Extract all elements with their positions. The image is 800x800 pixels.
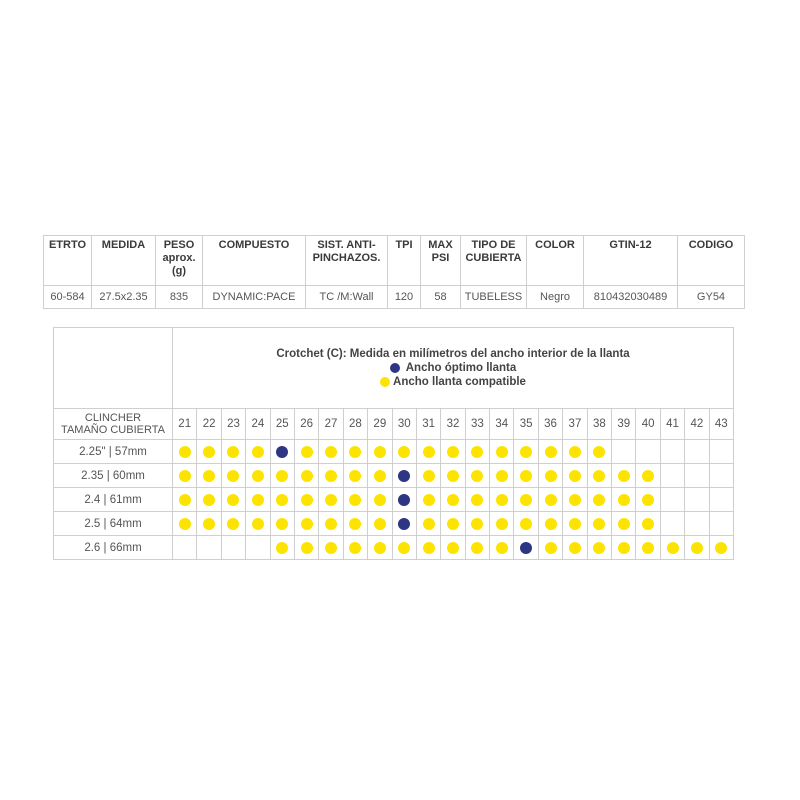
mark-cell <box>294 488 318 512</box>
mark-cell <box>197 536 221 560</box>
mark-cell <box>587 488 611 512</box>
compatible-dot-icon <box>374 470 386 482</box>
mark-cell <box>538 464 562 488</box>
mark-cell <box>197 464 221 488</box>
compatible-dot-icon <box>496 542 508 554</box>
mark-cell <box>563 440 587 464</box>
width-header-row <box>54 409 734 440</box>
mark-cell <box>514 488 538 512</box>
compatible-dot-icon <box>545 494 557 506</box>
spec-value-1: 27.5x2.35 <box>92 286 156 309</box>
compatible-dot-icon <box>325 446 337 458</box>
compatible-dot-icon <box>276 542 288 554</box>
compatible-dot-icon <box>496 518 508 530</box>
legend-optimal <box>173 361 733 375</box>
compatible-dot-icon <box>569 446 581 458</box>
compatible-dot-icon <box>520 470 532 482</box>
compatible-dot-icon <box>642 542 654 554</box>
mark-cell <box>343 464 367 488</box>
mark-cell <box>343 440 367 464</box>
mark-cell <box>441 464 465 488</box>
tire-size-row <box>54 512 734 536</box>
mark-cell <box>392 440 416 464</box>
compatible-dot-icon <box>179 470 191 482</box>
width-label-27: 27 <box>319 409 343 440</box>
spec-value-5: 120 <box>388 286 421 309</box>
row-header-line1: CLINCHER <box>84 412 142 424</box>
compatible-dot-icon <box>593 542 605 554</box>
width-label-28: 28 <box>343 409 367 440</box>
mark-cell <box>660 536 684 560</box>
mark-cell <box>270 512 294 536</box>
mark-cell <box>319 488 343 512</box>
compatible-dot-icon <box>252 470 264 482</box>
spec-value-4: TC /M:Wall <box>306 286 388 309</box>
mark-cell <box>490 512 514 536</box>
compatible-dot-icon <box>593 446 605 458</box>
compatible-dot-icon <box>593 470 605 482</box>
mark-cell <box>246 464 270 488</box>
legend-compatible-label: Ancho llanta compatible <box>393 376 526 388</box>
width-label-22: 22 <box>197 409 221 440</box>
spec-header-10: CODIGO <box>678 236 745 286</box>
mark-cell <box>416 440 440 464</box>
mark-cell <box>709 488 733 512</box>
mark-cell <box>416 512 440 536</box>
mark-cell <box>270 536 294 560</box>
width-label-32: 32 <box>441 409 465 440</box>
width-label-36: 36 <box>538 409 562 440</box>
width-label-23: 23 <box>221 409 245 440</box>
mark-cell <box>441 488 465 512</box>
compatible-dot-icon <box>325 470 337 482</box>
compatible-dot-icon <box>447 470 459 482</box>
mark-cell <box>392 464 416 488</box>
mark-cell <box>709 512 733 536</box>
mark-cell <box>319 536 343 560</box>
compatible-dot-icon <box>618 542 630 554</box>
mark-cell <box>514 464 538 488</box>
compatible-dot-icon <box>471 518 483 530</box>
compatible-dot-icon <box>325 542 337 554</box>
width-label-40: 40 <box>636 409 660 440</box>
mark-cell <box>465 488 489 512</box>
compatible-dot-icon <box>691 542 703 554</box>
mark-cell <box>270 464 294 488</box>
mark-cell <box>465 440 489 464</box>
mark-cell <box>294 536 318 560</box>
mark-cell <box>197 440 221 464</box>
mark-cell <box>246 536 270 560</box>
optimal-dot-icon <box>398 518 410 530</box>
spec-header-6: MAX PSI <box>421 236 461 286</box>
mark-cell <box>221 488 245 512</box>
compatible-dot-icon <box>325 518 337 530</box>
tire-size-row <box>54 464 734 488</box>
width-label-33: 33 <box>465 409 489 440</box>
mark-cell <box>563 464 587 488</box>
tire-size-label: 2.35 | 60mm <box>54 464 173 488</box>
spec-value-8: Negro <box>527 286 584 309</box>
optimal-dot-icon <box>276 446 288 458</box>
compatible-dot-icon <box>349 542 361 554</box>
compatible-dot-icon <box>545 470 557 482</box>
compatible-dot-icon <box>179 446 191 458</box>
tire-size-label: 2.25" | 57mm <box>54 440 173 464</box>
mark-cell <box>660 464 684 488</box>
compatible-dot-icon <box>618 494 630 506</box>
compatible-dot-icon <box>398 446 410 458</box>
compatible-dot-icon <box>301 446 313 458</box>
mark-cell <box>490 488 514 512</box>
mark-cell <box>270 488 294 512</box>
compatible-dot-icon <box>374 446 386 458</box>
tire-size-label: 2.4 | 61mm <box>54 488 173 512</box>
width-label-43: 43 <box>709 409 733 440</box>
compatible-dot-icon <box>471 494 483 506</box>
tire-size-label: 2.6 | 66mm <box>54 536 173 560</box>
width-label-37: 37 <box>563 409 587 440</box>
spec-header-0: ETRTO <box>44 236 92 286</box>
compatible-dot-icon <box>471 470 483 482</box>
compatible-dot-icon <box>325 494 337 506</box>
mark-cell <box>538 440 562 464</box>
mark-cell <box>685 512 709 536</box>
mark-cell <box>221 440 245 464</box>
mark-cell <box>514 512 538 536</box>
compatible-dot-icon <box>496 470 508 482</box>
mark-cell <box>685 488 709 512</box>
mark-cell <box>319 440 343 464</box>
compatible-dot-icon <box>227 446 239 458</box>
width-label-31: 31 <box>416 409 440 440</box>
mark-cell <box>368 536 392 560</box>
tire-size-label: 2.5 | 64mm <box>54 512 173 536</box>
compatible-dot-icon <box>471 542 483 554</box>
mark-cell <box>490 440 514 464</box>
compatible-dot-icon <box>349 446 361 458</box>
compatible-dot-icon <box>447 542 459 554</box>
mark-cell <box>392 512 416 536</box>
mark-cell <box>465 464 489 488</box>
spec-header-8: COLOR <box>527 236 584 286</box>
mark-cell <box>343 512 367 536</box>
mark-cell <box>246 488 270 512</box>
spec-table <box>43 235 745 309</box>
mark-cell <box>197 512 221 536</box>
mark-cell <box>221 536 245 560</box>
mark-cell <box>612 440 636 464</box>
mark-cell <box>563 536 587 560</box>
mark-cell <box>538 512 562 536</box>
mark-cell <box>221 512 245 536</box>
mark-cell <box>587 440 611 464</box>
mark-cell <box>465 512 489 536</box>
mark-cell <box>709 464 733 488</box>
mark-cell <box>636 464 660 488</box>
compat-title-cell <box>173 328 734 409</box>
mark-cell <box>563 512 587 536</box>
mark-cell <box>660 440 684 464</box>
compatible-dot-icon <box>545 542 557 554</box>
compatible-dot-icon <box>227 518 239 530</box>
mark-cell <box>587 512 611 536</box>
mark-cell <box>612 536 636 560</box>
compatible-dot-icon <box>642 494 654 506</box>
spec-value-row <box>44 286 745 309</box>
spec-value-9: 810432030489 <box>584 286 678 309</box>
mark-cell <box>563 488 587 512</box>
compatible-dot-icon <box>179 494 191 506</box>
compatible-dot-icon <box>569 470 581 482</box>
compatible-dot-icon <box>349 470 361 482</box>
mark-cell <box>294 512 318 536</box>
width-label-42: 42 <box>685 409 709 440</box>
mark-cell <box>343 488 367 512</box>
mark-cell <box>368 464 392 488</box>
mark-cell <box>294 440 318 464</box>
mark-cell <box>270 440 294 464</box>
mark-cell <box>636 536 660 560</box>
mark-cell <box>343 536 367 560</box>
compat-title: Crotchet (C): Medida en milímetros del ancho interior de la llanta <box>276 348 630 360</box>
mark-cell <box>392 536 416 560</box>
compatible-dot-icon <box>496 494 508 506</box>
mark-cell <box>173 488 197 512</box>
compatible-dot-icon <box>301 494 313 506</box>
mark-cell <box>465 536 489 560</box>
spec-value-7: TUBELESS <box>461 286 527 309</box>
mark-cell <box>587 536 611 560</box>
spec-value-10: GY54 <box>678 286 745 309</box>
optimal-dot-icon <box>398 494 410 506</box>
spec-value-3: DYNAMIC:PACE <box>203 286 306 309</box>
tire-size-row <box>54 488 734 512</box>
legend-optimal-label: Ancho óptimo llanta <box>405 362 517 374</box>
compatible-dot-icon <box>545 446 557 458</box>
mark-cell <box>612 512 636 536</box>
compatible-dot-icon <box>252 494 264 506</box>
compatible-dot-icon <box>520 518 532 530</box>
mark-cell <box>441 440 465 464</box>
compat-corner-cell <box>54 328 173 409</box>
mark-cell <box>319 512 343 536</box>
compatible-dot-icon <box>252 446 264 458</box>
compatible-dot-icon <box>642 470 654 482</box>
compatible-dot-icon <box>374 494 386 506</box>
width-label-30: 30 <box>392 409 416 440</box>
row-header-line2: TAMAÑO CUBIERTA <box>61 424 165 436</box>
spec-header-9: GTIN-12 <box>584 236 678 286</box>
mark-cell <box>709 536 733 560</box>
mark-cell <box>660 488 684 512</box>
legend-compatible <box>173 375 733 389</box>
compatible-dot-icon <box>276 518 288 530</box>
width-label-41: 41 <box>660 409 684 440</box>
width-label-35: 35 <box>514 409 538 440</box>
spec-header-2: PESO aprox. (g) <box>156 236 203 286</box>
mark-cell <box>636 488 660 512</box>
compatible-dot-icon <box>203 470 215 482</box>
compat-title-row <box>54 328 734 409</box>
spec-header-4: SIST. ANTI-PINCHAZOS. <box>306 236 388 286</box>
mark-cell <box>660 512 684 536</box>
mark-cell <box>392 488 416 512</box>
compatible-dot-icon <box>203 494 215 506</box>
mark-cell <box>441 536 465 560</box>
compatible-dot-icon <box>349 518 361 530</box>
compatible-dot-icon <box>642 518 654 530</box>
compatible-dot-icon <box>203 446 215 458</box>
compatible-dot-icon <box>423 446 435 458</box>
compatible-dot-icon <box>593 518 605 530</box>
mark-cell <box>173 464 197 488</box>
compatible-dot-icon <box>618 470 630 482</box>
width-label-38: 38 <box>587 409 611 440</box>
mark-cell <box>685 440 709 464</box>
width-label-39: 39 <box>612 409 636 440</box>
mark-cell <box>685 464 709 488</box>
mark-cell <box>173 440 197 464</box>
compatible-dot-icon <box>447 446 459 458</box>
compatible-dot-icon <box>569 542 581 554</box>
compatible-dot-icon <box>380 377 390 387</box>
compatible-dot-icon <box>520 446 532 458</box>
compatible-dot-icon <box>569 518 581 530</box>
compatible-dot-icon <box>471 446 483 458</box>
mark-cell <box>294 464 318 488</box>
mark-cell <box>416 536 440 560</box>
tire-size-row <box>54 536 734 560</box>
spec-header-row <box>44 236 745 286</box>
optimal-dot-icon <box>520 542 532 554</box>
compatible-dot-icon <box>618 518 630 530</box>
mark-cell <box>368 440 392 464</box>
mark-cell <box>538 488 562 512</box>
compatible-dot-icon <box>203 518 215 530</box>
spec-header-7: TIPO DE CUBIERTA <box>461 236 527 286</box>
mark-cell <box>490 536 514 560</box>
compatible-dot-icon <box>276 494 288 506</box>
width-label-26: 26 <box>294 409 318 440</box>
compatible-dot-icon <box>520 494 532 506</box>
compatible-dot-icon <box>423 518 435 530</box>
mark-cell <box>173 536 197 560</box>
row-header-label <box>54 409 173 440</box>
compatible-dot-icon <box>423 542 435 554</box>
compatible-dot-icon <box>667 542 679 554</box>
tire-size-row <box>54 440 734 464</box>
mark-cell <box>612 464 636 488</box>
compatible-dot-icon <box>252 518 264 530</box>
mark-cell <box>319 464 343 488</box>
width-label-34: 34 <box>490 409 514 440</box>
compatible-dot-icon <box>447 518 459 530</box>
mark-cell <box>197 488 221 512</box>
compatibility-table <box>53 327 734 560</box>
compatible-dot-icon <box>423 494 435 506</box>
mark-cell <box>246 512 270 536</box>
spec-header-3: COMPUESTO <box>203 236 306 286</box>
compatible-dot-icon <box>374 518 386 530</box>
compatible-dot-icon <box>545 518 557 530</box>
compatible-dot-icon <box>398 542 410 554</box>
spec-value-2: 835 <box>156 286 203 309</box>
compatible-dot-icon <box>715 542 727 554</box>
optimal-dot-icon <box>398 470 410 482</box>
mark-cell <box>709 440 733 464</box>
width-label-21: 21 <box>173 409 197 440</box>
compatible-dot-icon <box>301 470 313 482</box>
compatible-dot-icon <box>496 446 508 458</box>
mark-cell <box>636 512 660 536</box>
mark-cell <box>246 440 270 464</box>
mark-cell <box>538 536 562 560</box>
compatible-dot-icon <box>301 518 313 530</box>
compatible-dot-icon <box>179 518 191 530</box>
width-label-29: 29 <box>368 409 392 440</box>
mark-cell <box>441 512 465 536</box>
mark-cell <box>514 440 538 464</box>
compatible-dot-icon <box>447 494 459 506</box>
spec-header-5: TPI <box>388 236 421 286</box>
mark-cell <box>416 488 440 512</box>
mark-cell <box>587 464 611 488</box>
mark-cell <box>368 488 392 512</box>
compatible-dot-icon <box>593 494 605 506</box>
mark-cell <box>514 536 538 560</box>
compatible-dot-icon <box>227 470 239 482</box>
spec-header-1: MEDIDA <box>92 236 156 286</box>
mark-cell <box>685 536 709 560</box>
compatible-dot-icon <box>374 542 386 554</box>
spec-value-0: 60-584 <box>44 286 92 309</box>
spec-value-6: 58 <box>421 286 461 309</box>
mark-cell <box>612 488 636 512</box>
mark-cell <box>636 440 660 464</box>
compatible-dot-icon <box>423 470 435 482</box>
mark-cell <box>173 512 197 536</box>
mark-cell <box>490 464 514 488</box>
compatible-dot-icon <box>276 470 288 482</box>
mark-cell <box>221 464 245 488</box>
compatible-dot-icon <box>569 494 581 506</box>
width-label-24: 24 <box>246 409 270 440</box>
optimal-dot-icon <box>390 363 400 373</box>
compatible-dot-icon <box>349 494 361 506</box>
width-label-25: 25 <box>270 409 294 440</box>
mark-cell <box>368 512 392 536</box>
compatible-dot-icon <box>301 542 313 554</box>
mark-cell <box>416 464 440 488</box>
compatible-dot-icon <box>227 494 239 506</box>
